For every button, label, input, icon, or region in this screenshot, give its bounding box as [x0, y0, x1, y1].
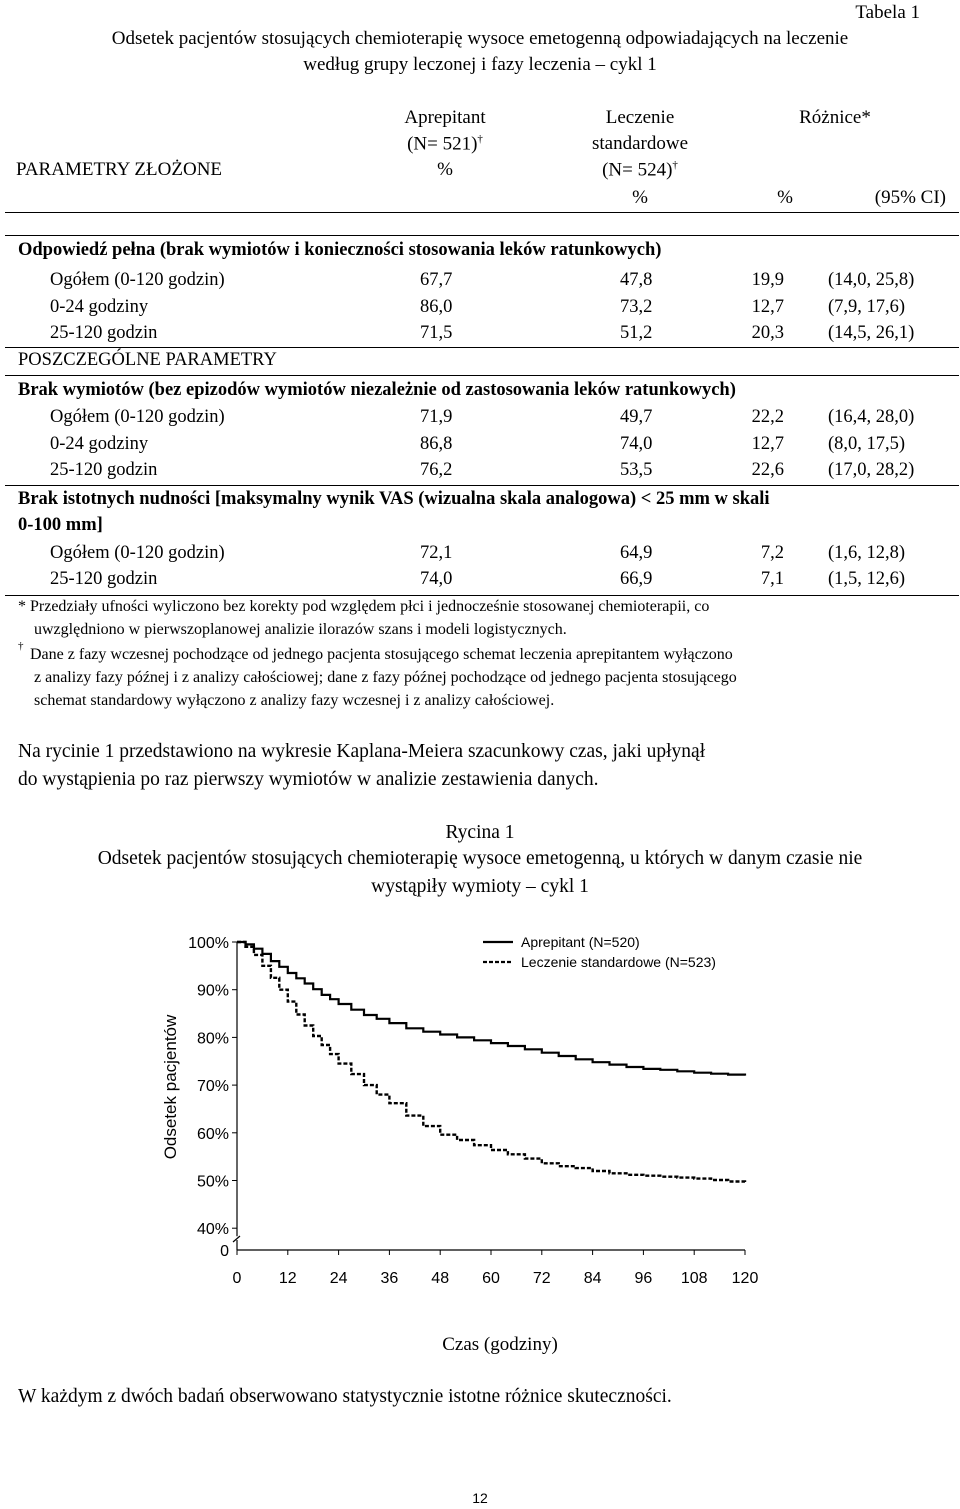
table-rule-bottom: [5, 595, 959, 596]
s3-row0-ci: (1,6, 12,8): [828, 543, 906, 563]
y-tick-label-zero: 0: [220, 1243, 229, 1260]
s2-row0-ci: (16,4, 28,0): [828, 407, 915, 427]
footnote2-line2: z analizy fazy późnej i z analizy całościowej; dane z fazy późnej pochodzące od jednego pacjenta stosującego: [34, 669, 737, 686]
x-tick-label: 0: [232, 1270, 242, 1287]
figure-title-line2: wystąpiły wymioty – cykl 1: [371, 876, 589, 897]
x-tick-label: 84: [583, 1270, 602, 1287]
s1-row2-a: 71,5: [420, 323, 453, 343]
figure-label: Rycina 1: [445, 822, 515, 843]
s2-row1-d: 12,7: [751, 434, 784, 454]
s1-row1-a: 86,0: [420, 297, 453, 317]
s2-row0-d: 22,2: [751, 407, 784, 427]
s1-row0-ci: (14,0, 25,8): [828, 270, 915, 290]
header-standard-n-text: (N= 524): [602, 159, 673, 181]
s2-row2-a: 76,2: [420, 460, 453, 480]
header-aprepitant-n: [370, 133, 520, 155]
y-tick-label: 70%: [196, 1078, 229, 1096]
s2-row2-s: 53,5: [620, 460, 653, 480]
kaplan-meier-chart: [0, 900, 960, 1370]
s2-row1-s: 74,0: [620, 434, 653, 454]
footnote2-line1: Dane z fazy wczesnej pochodzące od jednego pacjenta stosującego schemat leczenia aprepitantem wyłączono: [30, 646, 733, 663]
x-tick-label: 36: [380, 1270, 399, 1287]
y-tick-label: 40%: [196, 1221, 229, 1239]
s2-row2-label: 25-120 godzin: [50, 460, 158, 480]
section1-title: Odpowiedź pełna (brak wymiotów i konieczności stosowania leków ratunkowych): [18, 240, 662, 260]
chart-axes: [233, 942, 745, 1250]
header-standard-name1: Leczenie: [605, 107, 675, 128]
chart-ticks: [188, 935, 758, 1287]
header-diff-pct: %: [777, 187, 793, 208]
y-tick-label: 80%: [196, 1030, 229, 1048]
s2-row1-label: 0-24 godziny: [50, 434, 149, 454]
s1-row0-label: Ogółem (0-120 godzin): [50, 270, 225, 290]
s2-row1-ci: (8,0, 17,5): [828, 434, 906, 454]
s3-row0-d: 7,2: [760, 543, 784, 563]
x-tick-label: 12: [278, 1270, 297, 1287]
s2-row0-s: 49,7: [620, 407, 653, 427]
page-number: 12: [472, 1490, 488, 1506]
chart-xlabel: Czas (godziny): [442, 1334, 558, 1355]
s2-row0-a: 71,9: [420, 407, 453, 427]
section2-title: Brak wymiotów (bez epizodów wymiotów niezależnie od zastosowania leków ratunkowych): [18, 380, 736, 400]
legend-label-aprepitant: Aprepitant (N=520): [521, 934, 640, 950]
s2-row0-label: Ogółem (0-120 godzin): [50, 407, 225, 427]
y-tick-label: 50%: [196, 1173, 229, 1191]
s1-row2-s: 51,2: [620, 323, 653, 343]
y-tick-label: 100%: [188, 935, 229, 952]
s3-row1-label: 25-120 godzin: [50, 569, 158, 589]
x-tick-label: 72: [532, 1270, 551, 1287]
x-tick-label: 24: [329, 1270, 348, 1287]
s2-row1-a: 86,8: [420, 434, 453, 454]
section3-title-line2: 0-100 mm]: [18, 515, 103, 535]
individual-header: POSZCZEGÓLNE PARAMETRY: [18, 350, 277, 370]
footnote2-line3: schemat standardowy wyłączono z analizy fazy wczesnej i z analizy całościowej.: [34, 692, 555, 709]
s3-row1-ci: (1,5, 12,6): [828, 569, 906, 589]
section3-title-line1: Brak istotnych nudności [maksymalny wynik VAS (wizualna skala analogowa) < 25 mm w skali: [18, 489, 770, 509]
s1-row1-ci: (7,9, 17,6): [828, 297, 906, 317]
x-tick-label: 60: [482, 1270, 500, 1287]
footnote1-line1: * Przedziały ufności wyliczono bez korekty pod względem płci i jednocześnie stosowanej chemioterapii, co: [18, 598, 710, 615]
s1-row0-s: 47,8: [620, 270, 653, 290]
s1-row0-a: 67,7: [420, 270, 453, 290]
x-tick-label: 120: [731, 1270, 759, 1287]
s3-row1-a: 74,0: [420, 569, 453, 589]
standard-dagger: †: [672, 159, 678, 171]
s3-row1-s: 66,9: [620, 569, 653, 589]
s3-row0-a: 72,1: [420, 543, 453, 563]
paragraph1-line1: Na rycinie 1 przedstawiono na wykresie Kaplana-Meiera szacunkowy czas, jaki upłynął: [18, 741, 706, 762]
s1-row0-d: 19,9: [751, 270, 784, 290]
s1-row1-d: 12,7: [751, 297, 784, 317]
header-param: PARAMETRY ZŁOŻONE: [16, 159, 223, 180]
table-rule-individual: [5, 347, 959, 348]
table-rule-section1: [5, 235, 959, 236]
header-aprepitant-n-text: (N= 521): [407, 133, 478, 155]
s1-row2-label: 25-120 godzin: [50, 323, 158, 343]
table-rule-top: [5, 212, 959, 213]
header-ci: (95% CI): [874, 187, 946, 208]
y-tick-label: 90%: [196, 982, 229, 1000]
table-title-line2: według grupy leczonej i fazy leczenia – cykl 1: [303, 54, 657, 75]
s1-row1-label: 0-24 godziny: [50, 297, 149, 317]
series-standard-line: [237, 942, 745, 1182]
x-tick-label: 96: [634, 1270, 653, 1287]
s3-row0-label: Ogółem (0-120 godzin): [50, 543, 225, 563]
header-standard-name2: standardowe: [591, 133, 689, 154]
x-tick-label: 108: [680, 1270, 708, 1287]
chart-series: [237, 942, 745, 1182]
y-tick-label: 60%: [196, 1125, 229, 1143]
s1-row2-ci: (14,5, 26,1): [828, 323, 915, 343]
table-title-line1: Odsetek pacjentów stosujących chemioterapię wysoce emetogenną odpowiadających na leczenie: [111, 28, 849, 49]
paragraph2: W każdym z dwóch badań obserwowano statystycznie istotne różnice skuteczności.: [18, 1386, 672, 1407]
paragraph1-line2: do wystąpienia po raz pierwszy wymiotów w analizie zestawienia danych.: [18, 769, 599, 790]
figure-title-line1: Odsetek pacjentów stosujących chemioterapię wysoce emetogenną, u których w danym czasie nie: [97, 848, 863, 869]
header-aprepitant-pct: %: [437, 159, 453, 180]
legend-label-standard: Leczenie standardowe (N=523): [521, 954, 716, 970]
chart-legend: [483, 934, 716, 970]
s1-row2-d: 20,3: [751, 323, 784, 343]
header-aprepitant-name: Aprepitant: [404, 107, 486, 128]
s1-row1-s: 73,2: [620, 297, 653, 317]
header-standard-n: [565, 159, 715, 181]
footnote1-line2: uwzględniono w pierwszoplanowej analizie ilorazów szans i modeli logistycznych.: [34, 621, 567, 638]
x-tick-label: 48: [431, 1270, 450, 1287]
footnote2-mark: †: [18, 640, 24, 652]
header-diff: Różnice*: [799, 107, 871, 128]
s2-row2-d: 22,6: [751, 460, 784, 480]
s3-row0-s: 64,9: [620, 543, 653, 563]
table-rule-section2: [5, 375, 959, 376]
aprepitant-dagger: †: [477, 133, 483, 145]
chart-ylabel: Odsetek pacjentów: [161, 1014, 180, 1160]
s3-row1-d: 7,1: [760, 569, 784, 589]
table-rule-section3: [5, 485, 959, 486]
s2-row2-ci: (17,0, 28,2): [828, 460, 915, 480]
table-label: Tabela 1: [855, 2, 920, 23]
header-standard-pct: %: [632, 187, 648, 208]
